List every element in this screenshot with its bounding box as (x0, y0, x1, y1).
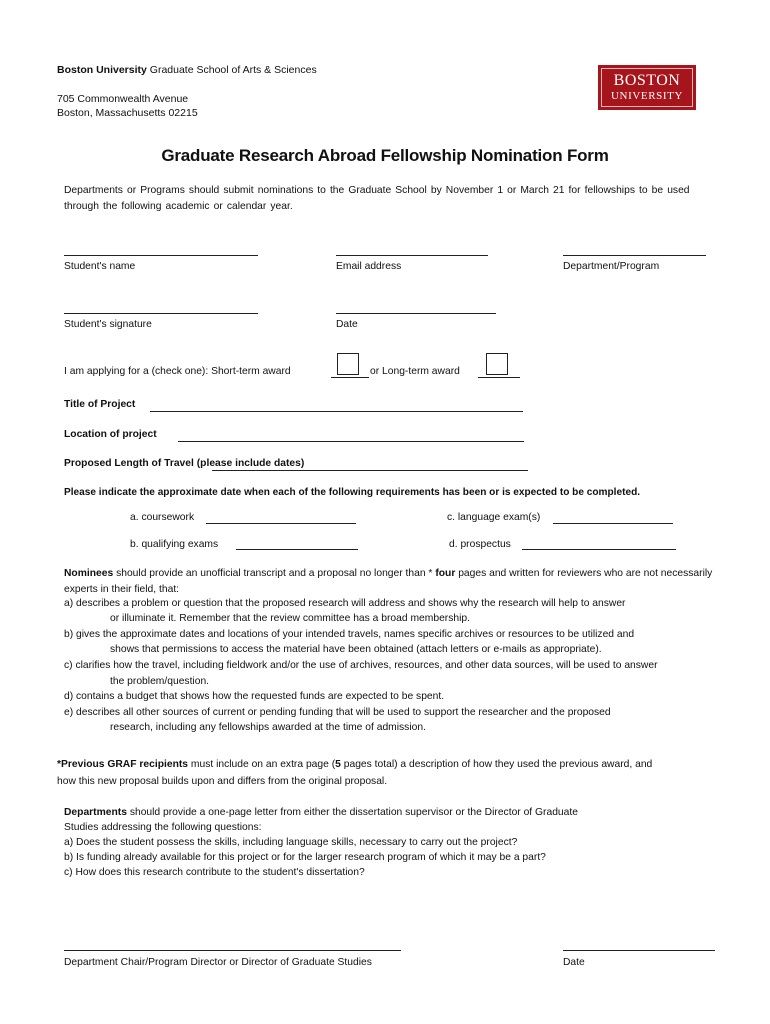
nominees-item-e2: research, including any fellowships awarded at the time of admission. (110, 722, 426, 733)
qualifying-exams-field[interactable] (236, 549, 358, 550)
departments-line-1 (64, 805, 578, 821)
short-term-underline (331, 377, 369, 378)
departments-question-c: c) How does this research contribute to the student's dissertation? (64, 867, 365, 878)
student-name-label: Student's name (64, 261, 136, 272)
nominees-item-c2: the problem/question. (110, 676, 210, 687)
long-term-underline (478, 377, 520, 378)
departments-question-b: b) Is funding already available for this project or for the larger research program of which it may be a part? (64, 852, 546, 863)
signature-label: Student's signature (64, 319, 152, 330)
departments-text: should provide a one-page letter from either the dissertation supervisor or the Director of Graduate (126, 807, 578, 818)
page-title: Graduate Research Abroad Fellowship Nomination Form (161, 146, 609, 165)
nominees-item-e1: e) describes all other sources of current or pending funding that will be used to support the researcher and the proposed (64, 707, 611, 718)
language-exam-field[interactable] (553, 523, 673, 524)
coursework-field[interactable] (206, 523, 356, 524)
travel-length-label: Proposed Length of Travel (please include dates) (64, 458, 305, 469)
logo-line-2: UNIVERSITY (611, 90, 683, 102)
long-term-checkbox[interactable] (486, 353, 508, 375)
institution-name: Boston University (57, 64, 147, 76)
award-middle-text: or Long-term award (370, 366, 460, 377)
project-title-field[interactable] (150, 411, 523, 412)
student-name-field[interactable] (64, 255, 258, 256)
project-location-label: Location of project (64, 429, 157, 440)
institution-line (57, 63, 317, 77)
chair-date-label: Date (563, 957, 585, 968)
email-field[interactable] (336, 255, 488, 256)
requirements-heading: Please indicate the approximate date when each of the following requirements has been or is expected to be completed. (64, 487, 641, 498)
project-title-label: Title of Project (64, 399, 136, 410)
nominees-item-b1: b) gives the approximate dates and locations of your intended travels, names specific archives or resources to be utilized and (64, 629, 635, 640)
department-field[interactable] (563, 255, 706, 256)
logo-frame (601, 68, 693, 107)
previous-text-2: pages total) a description of how they used the previous award, and (340, 759, 653, 770)
nominees-text-2: pages and written for reviewers who are not necessarily experts in their field, that: (64, 568, 713, 595)
address-line-1: 705 Commonwealth Avenue (57, 93, 189, 105)
chair-date-field[interactable] (563, 950, 715, 951)
nominees-item-b2: shows that permissions to access the material have been obtained (attach letters or e-mails as appropriate). (110, 644, 602, 655)
previous-recipients-label: *Previous GRAF recipients (57, 759, 189, 770)
previous-recipients-line-1 (57, 757, 727, 773)
coursework-label: a. coursework (130, 512, 195, 523)
five-pages: 5 (335, 759, 341, 770)
qualifying-exams-label: b. qualifying exams (130, 539, 219, 550)
nominees-item-c1: c) clarifies how the travel, including fieldwork and/or the use of archives, resources, and other data sources, will be used to answer (64, 660, 658, 671)
department-label: Department/Program (563, 261, 660, 272)
nominees-lead: Nominees (64, 568, 114, 579)
nominees-item-a1: a) describes a problem or question that the proposed research will address and shows why the research will help to answer (64, 598, 626, 609)
school-name: Graduate School of Arts & Sciences (146, 64, 317, 76)
nominees-item-a2: or illuminate it. Remember that the review committee has a broad membership. (110, 613, 470, 624)
logo-line-1: BOSTON (613, 72, 681, 89)
boston-university-logo (598, 65, 696, 110)
previous-recipients-line-2: how this new proposal builds upon and differs from the original proposal. (57, 776, 388, 787)
award-prefix-text: I am applying for a (check one): Short-term award (64, 366, 291, 377)
departments-label: Departments (64, 807, 127, 818)
previous-text-1: must include on an extra page ( (188, 759, 336, 770)
email-label: Email address (336, 261, 402, 272)
intro-text: Departments or Programs should submit nominations to the Graduate School by November 1 or March 21 for fellowships to be used through the following academic or calendar year. (64, 185, 690, 212)
date-label: Date (336, 319, 358, 330)
address-line-2: Boston, Massachusetts 02215 (57, 107, 198, 119)
language-exam-label: c. language exam(s) (447, 512, 541, 523)
prospectus-label: d. prospectus (449, 539, 511, 550)
short-term-checkbox[interactable] (337, 353, 359, 375)
nominees-text-1: should provide an unofficial transcript and a proposal no longer than * (113, 568, 436, 579)
four-pages: four (435, 568, 456, 579)
project-location-field[interactable] (178, 441, 524, 442)
date-field[interactable] (336, 313, 496, 314)
nominees-paragraph (64, 566, 724, 597)
chair-signature-field[interactable] (64, 950, 401, 951)
chair-signature-label: Department Chair/Program Director or Director of Graduate Studies (64, 957, 372, 968)
prospectus-field[interactable] (522, 549, 676, 550)
nominees-item-d1: d) contains a budget that shows how the requested funds are expected to be spent. (64, 691, 445, 702)
departments-line-2: Studies addressing the following questions: (64, 822, 262, 833)
signature-field[interactable] (64, 313, 258, 314)
departments-question-a: a) Does the student possess the skills, including language skills, necessary to carry out the project? (64, 837, 518, 848)
travel-length-field[interactable] (212, 470, 528, 471)
